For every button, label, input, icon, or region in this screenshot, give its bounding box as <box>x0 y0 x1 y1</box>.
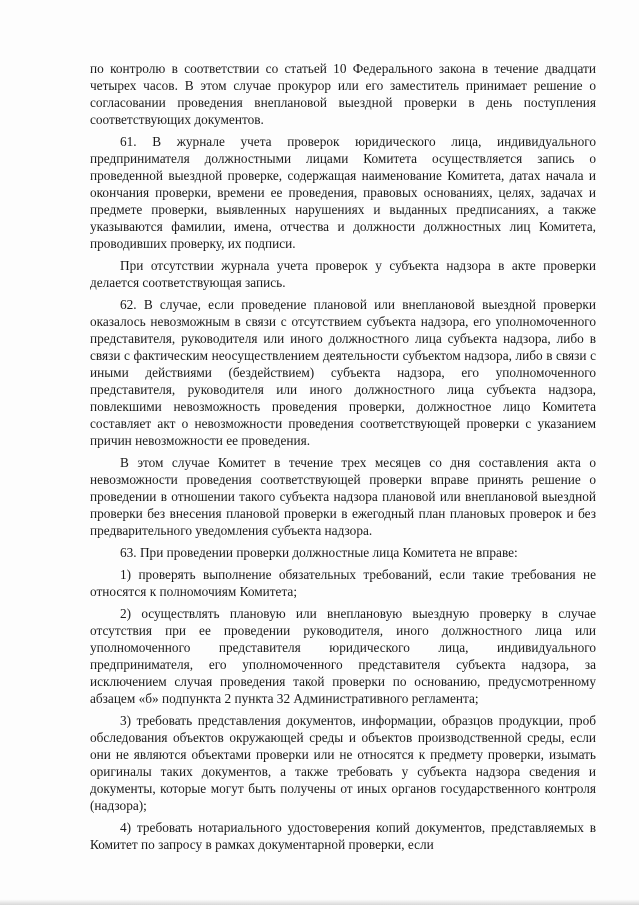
paragraph-journal-absence: При отсутствии журнала учета проверок у субъекта надзора в акте проверки делается соответствующая запись. <box>90 258 596 290</box>
paragraph-continuation: по контролю в соответствии со статьей 10 Федерального закона в течение двадцати четырех часов. В этом случае прокурор или его заместитель принимает решение о согласовании проведения внеплановой выездной проверки в день поступления соответствующих документов. <box>90 61 596 127</box>
paragraph-61: 61. В журнале учета проверок юридического лица, индивидуального предпринимателя должностными лицами Комитета осуществляется запись о проведенной выездной проверке, содержащая наименование Комитета, датах начала и окончания проверки, времени ее проведения, правовых основаниях, целях, задачах и предмете проверки, выявленных нарушениях и выданных предписаниях, а также указываются фамилии, имена, отчества и должности должностных лиц Комитета, проводивших проверку, их подписи. <box>90 134 596 251</box>
document-body <box>90 60 596 858</box>
list-item-2: 2) осуществлять плановую или внеплановую выездную проверку в случае отсутствия при ее проведении руководителя, иного должностного лица или уполномоченного представителя юридического лица, индивидуального предпринимателя, его уполномоченного представителя субъекта надзора, за исключением случая проведения такой проверки по основанию, предусмотренному абзацем «б» подпункта 2 пункта 32 Административного регламента; <box>90 606 596 706</box>
list-item-1: 1) проверять выполнение обязательных требований, если такие требования не относятся к полномочиям Комитета; <box>90 567 596 599</box>
list-item-3: 3) требовать представления документов, информации, образцов продукции, проб обследования объектов окружающей среды и объектов производственной среды, если они не являются объектами проверки или не относятся к предмету проверки, изымать оригиналы таких документов, а также требовать у субъекта надзора сведения и документы, которые могут быть получены от иных органов государственного контроля (надзора); <box>90 713 596 813</box>
paragraph-62: 62. В случае, если проведение плановой или внеплановой выездной проверки оказалось невозможным в связи с отсутствием субъекта надзора, его уполномоченного представителя, руководителя или иного должностного лица субъекта надзора, либо в связи с фактическим неосуществлением деятельности субъектом надзора, либо в связи с иными действиями (бездействием) субъекта надзора, его уполномоченного представителя, руководителя или иного должностного лица субъекта надзора, повлекшими невозможность проведения проверки, должностное лицо Комитета составляет акт о невозможности проведения соответствующей проверки с указанием причин невозможности ее проведения. <box>90 297 596 448</box>
paragraph-63: 63. При проведении проверки должностные лица Комитета не вправе: <box>120 545 518 560</box>
list-item-4: 4) требовать нотариального удостоверения копий документов, представляемых в Комитет по запросу в рамках документарной проверки, если <box>90 820 596 852</box>
scan-bottom-edge <box>0 899 639 905</box>
paragraph-62-decision: В этом случае Комитет в течение трех месяцев со дня составления акта о невозможности проведения соответствующей проверки вправе принять решение о проведении в отношении такого субъекта надзора плановой или внеплановой выездной проверки без внесения плановой проверки в ежегодный план плановых проверок и без предварительного уведомления субъекта надзора. <box>90 455 596 538</box>
